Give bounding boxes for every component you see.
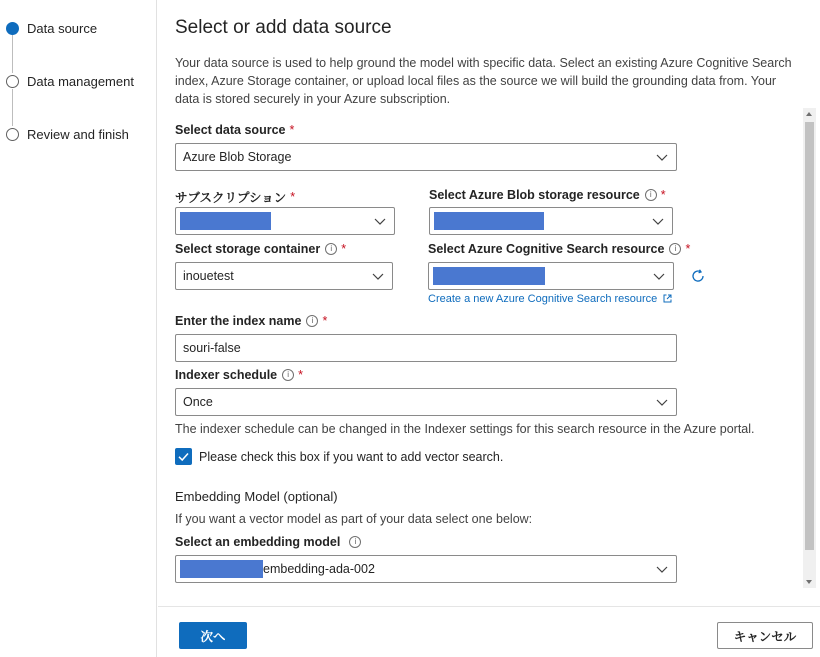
blob-resource-label: Select Azure Blob storage resource i *: [429, 188, 666, 202]
chevron-down-icon: [656, 397, 668, 407]
redacted-value: [180, 560, 263, 578]
info-icon[interactable]: i: [645, 189, 657, 201]
subscription-label: サブスクリプション *: [175, 190, 296, 205]
required-marker: *: [322, 314, 328, 328]
redacted-value: [433, 267, 545, 285]
footer-divider: [158, 606, 820, 607]
embedding-model-value: embedding-ada-002: [263, 562, 375, 576]
embedding-model-dropdown[interactable]: [175, 555, 677, 583]
search-resource-dropdown[interactable]: [428, 262, 674, 290]
chevron-down-icon: [653, 271, 665, 281]
required-marker: *: [341, 242, 347, 256]
data-source-value: Azure Blob Storage: [183, 150, 292, 164]
step-connector: [12, 35, 13, 73]
embedding-section-title: Embedding Model (optional): [175, 489, 338, 504]
required-marker: *: [660, 188, 666, 202]
step-active-icon: [6, 22, 19, 35]
wizard-steps: [0, 0, 157, 657]
index-name-value: souri-false: [183, 341, 241, 355]
chevron-down-icon: [374, 216, 386, 226]
redacted-value: [180, 212, 271, 230]
step-inactive-icon: [6, 128, 19, 141]
step-label: Data management: [27, 73, 134, 89]
refresh-icon[interactable]: [690, 268, 706, 284]
data-source-label: Select data source *: [175, 123, 295, 137]
subscription-dropdown[interactable]: [175, 207, 395, 235]
required-marker: *: [685, 242, 691, 256]
info-icon[interactable]: i: [669, 243, 681, 255]
page-description: Your data source is used to help ground the model with specific data. Select an existing Azure Cognitive Search index, Azure Storage container, or upload local files as the source we will build the grounding data from. Your data is stored securely in your Azure subscription.: [175, 56, 792, 106]
chevron-down-icon: [652, 216, 664, 226]
data-source-dropdown[interactable]: [175, 143, 677, 171]
indexer-schedule-note: The indexer schedule can be changed in the Indexer settings for this search resource in the Azure portal.: [175, 422, 755, 436]
chevron-down-icon: [656, 152, 668, 162]
info-icon[interactable]: i: [325, 243, 337, 255]
checkmark-icon: [175, 448, 192, 465]
index-name-input[interactable]: [175, 334, 677, 362]
required-marker: *: [289, 123, 295, 137]
storage-container-value: inouetest: [183, 269, 234, 283]
vector-search-label: Please check this box if you want to add vector search.: [199, 450, 504, 464]
step-review-finish[interactable]: [6, 125, 129, 143]
storage-container-label: Select storage container i *: [175, 242, 347, 256]
vertical-scrollbar[interactable]: [803, 108, 816, 588]
blob-resource-dropdown[interactable]: [429, 207, 673, 235]
scroll-up-arrow-icon[interactable]: [806, 112, 812, 116]
required-marker: *: [298, 368, 303, 382]
chevron-down-icon: [656, 564, 668, 574]
scroll-thumb[interactable]: [805, 122, 814, 550]
chevron-down-icon: [372, 271, 384, 281]
indexer-schedule-dropdown[interactable]: [175, 388, 677, 416]
step-inactive-icon: [6, 75, 19, 88]
scroll-down-arrow-icon[interactable]: [806, 580, 812, 584]
step-data-source[interactable]: [6, 19, 97, 37]
search-resource-label: Select Azure Cognitive Search resource i *: [428, 242, 691, 256]
step-connector: [12, 89, 13, 126]
indexer-schedule-value: Once: [183, 395, 213, 409]
next-button[interactable]: 次へ: [179, 622, 247, 649]
storage-container-dropdown[interactable]: [175, 262, 393, 290]
create-search-resource-link[interactable]: Create a new Azure Cognitive Search resource: [428, 293, 672, 305]
info-icon[interactable]: i: [306, 315, 318, 327]
step-label: Data source: [27, 20, 98, 36]
step-data-management[interactable]: [6, 72, 134, 90]
embedding-hint: If you want a vector model as part of your data select one below:: [175, 512, 533, 526]
page-title: Select or add data source: [175, 17, 392, 38]
external-link-icon: [663, 294, 672, 303]
embedding-model-label: Select an embedding model i: [175, 535, 361, 549]
indexer-schedule-label: Indexer schedule i *: [175, 368, 303, 382]
info-icon[interactable]: i: [282, 369, 294, 381]
step-label: Review and finish: [27, 126, 129, 142]
required-marker: *: [290, 190, 296, 204]
cancel-button[interactable]: キャンセル: [717, 622, 813, 649]
vector-search-checkbox[interactable]: [175, 448, 192, 465]
info-icon[interactable]: i: [349, 536, 361, 548]
redacted-value: [434, 212, 544, 230]
index-name-label: Enter the index name i *: [175, 314, 328, 328]
